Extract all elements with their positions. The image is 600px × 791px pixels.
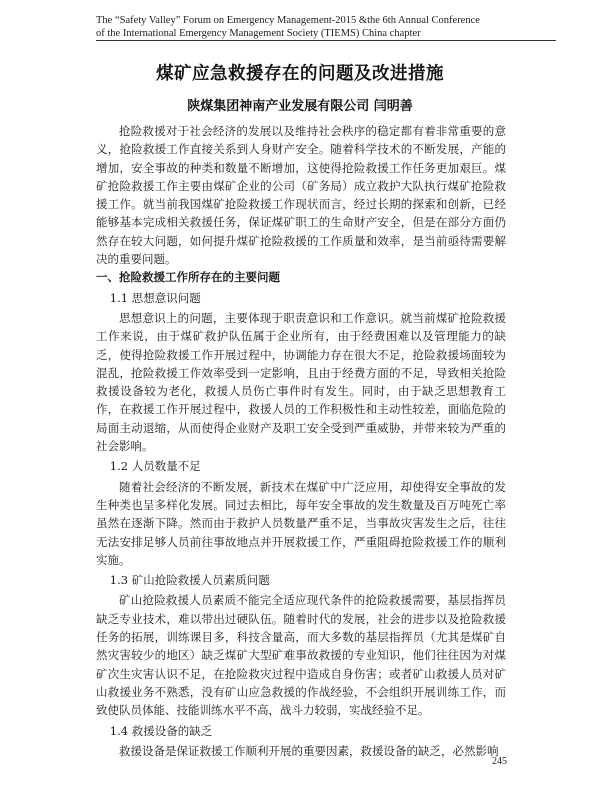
paragraph-1-2: 随着社会经济的不断发展，新技术在煤矿中广泛应用，却使得安全事故的发生种类也呈多样化发展。同过去相比，每年安全事故的发生数量及百万吨死亡率虽然在逐渐下降。然而由于救护人员数量严重不足，当事故灾害发生之后，往往无法安排足够人员前往事故地点并开展救援工作，严重阻碍抢险救援工作的顺利实施。 [96, 479, 506, 567]
paragraph-1-3: 矿山抢险救援人员素质不能完全适应现代条件的抢险救援需要，基层指挥员缺乏专业技术，难以带出过硬队伍。随着时代的发展，社会的进步以及抢险救援任务的拓展，训练课目多，科技含量高，而大多数的基层指挥员（尤其是煤矿自然灾害较少的地区）缺乏煤矿大型矿难事故救援的专业知识，他们往往因为对煤矿次生灾害认识不足，在抢险救灾过程中造成自身伤害；或者矿山救援人员对矿山救援业务不熟悉，没有矿山应急救援的作战经验，不会组织开展训练工作，而致使队员体能、技能训练水平不高，战斗力较弱，实战经验不足。 [96, 593, 506, 718]
subsection-heading-1-2: 1.2 人员数量不足 [109, 459, 201, 474]
paragraph-1-1: 思想意识上的问题，主要体现于职责意识和工作意识。就当前煤矿抢险救援工作来说，由于煤矿救护队伍属于企业所有，由于经费困难以及管理能力的缺乏，使得抢险救援工作开展过程中，协调能力存在很大不足，抢险救援场面较为混乱，抢险救援工作效率受到一定影响，且由于经费方面的不足，导致相关抢险救援设备较为老化，救援人员伤亡事件时有发生。同时，由于缺乏思想教育工作，在救援工作开展过程中，救援人员的工作积极性和主动性较差，面临危险的局面主动退缩，从而使得企业财产及职工安全受到严重威胁，并带来较为严重的社会影响。 [96, 310, 506, 454]
subsection-heading-1-3: 1.3 矿山抢险救援人员素质问题 [109, 573, 270, 588]
paper-title: 煤矿应急救援存在的问题及改进措施 [156, 64, 444, 84]
paper-author: 陕煤集团神南产业发展有限公司 闫明善 [187, 99, 413, 114]
header-line-2: of the International Emergency Management Society (TIEMS) China chapter [96, 27, 556, 41]
page-number: 245 [492, 756, 507, 767]
subsection-heading-1-1: 1.1 思想意识问题 [109, 290, 201, 305]
header-line-1: The “Safety Valley” Forum on Emergency Management-2015 &the 6th Annual Conference [96, 15, 480, 26]
subsection-heading-1-4: 1.4 救援设备的缺乏 [109, 723, 213, 738]
intro-paragraph: 抢险救援对于社会经济的发展以及维持社会秩序的稳定都有着非常重要的意义，抢险救援工作直接关系到人身财产安全。随着科学技术的不断发展，产能的增加，安全事故的种类和数量不断增加，这使得抢险救援工作任务更加艰巨。煤矿抢险救援工作主要由煤矿企业的公司（矿务局）成立救护大队执行煤矿抢险救援工作。就当前我国煤矿抢险救援工作现状而言，经过长期的探索和创新，已经能够基本完成相关救援任务，保证煤矿职工的生命财产安全，但是在部分方面仍然存在较大问题，如何提升煤矿抢险救援的工作质量和效率，是当前亟待需要解决的重要问题。 [96, 124, 506, 267]
conference-header [96, 14, 556, 41]
paper-body [96, 122, 506, 760]
section-heading-1: 一、抢险救援工作所存在的主要问题 [96, 270, 280, 285]
paragraph-1-4: 救援设备是保证救援工作顺利开展的重要因素，救援设备的缺乏，必然影响 [119, 743, 499, 758]
